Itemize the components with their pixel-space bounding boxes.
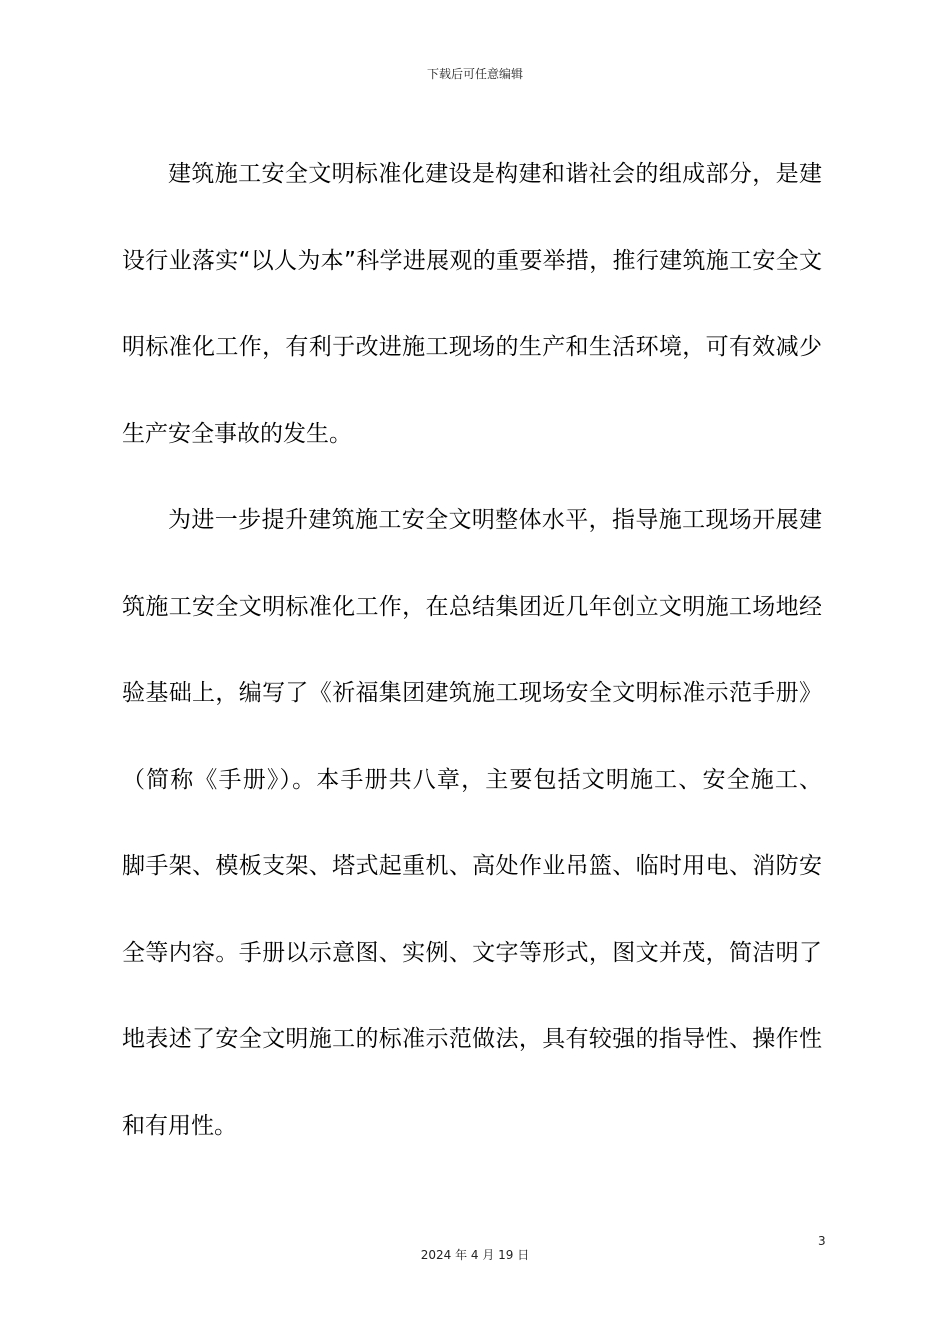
paragraph-2-line-4: （简称《手册》）。本手册共八章，主要包括文明施工、安全施工、 [122,766,822,793]
paragraph-2-line-1: 为进一步提升建筑施工安全文明整体水平，指导施工现场开展建 [168,507,822,533]
paragraph-2-line-8: 和有用性。 [122,1112,237,1139]
paragraph-1-line-1: 建筑施工安全文明标准化建设是构建和谐社会的组成部分，是建 [168,161,822,187]
paragraph-1-line-2: 设行业落实“以人为本”科学进展观的重要举措，推行建筑施工安全文 [122,247,822,274]
paragraph-1-line-3: 明标准化工作，有利于改进施工现场的生产和生活环境，可有效减少 [122,334,822,360]
paragraph-2-line-5: 脚手架、模板支架、塔式起重机、高处作业吊篮、临时用电、消防安 [122,853,822,879]
document-body [122,152,822,1190]
page-header: 下载后可任意编辑 [426,67,523,81]
page-number: 3 [818,1234,826,1248]
paragraph-1-line-4: 生产安全事故的发生。 [122,420,352,447]
paragraph-2-line-3: 验基础上，编写了《祈福集团建筑施工现场安全文明标准示范手册》 [122,680,822,706]
paragraph-2-line-2: 筑施工安全文明标准化工作，在总结集团近几年创立文明施工场地经 [122,593,822,620]
page-footer-date: 2024 年 4 月 19 日 [420,1248,530,1262]
paragraph-2-line-7: 地表述了安全文明施工的标准示范做法，具有较强的指导性、操作性 [122,1026,822,1052]
paragraph-2-line-6: 全等内容。手册以示意图、实例、文字等形式，图文并茂，简洁明了 [122,939,822,966]
